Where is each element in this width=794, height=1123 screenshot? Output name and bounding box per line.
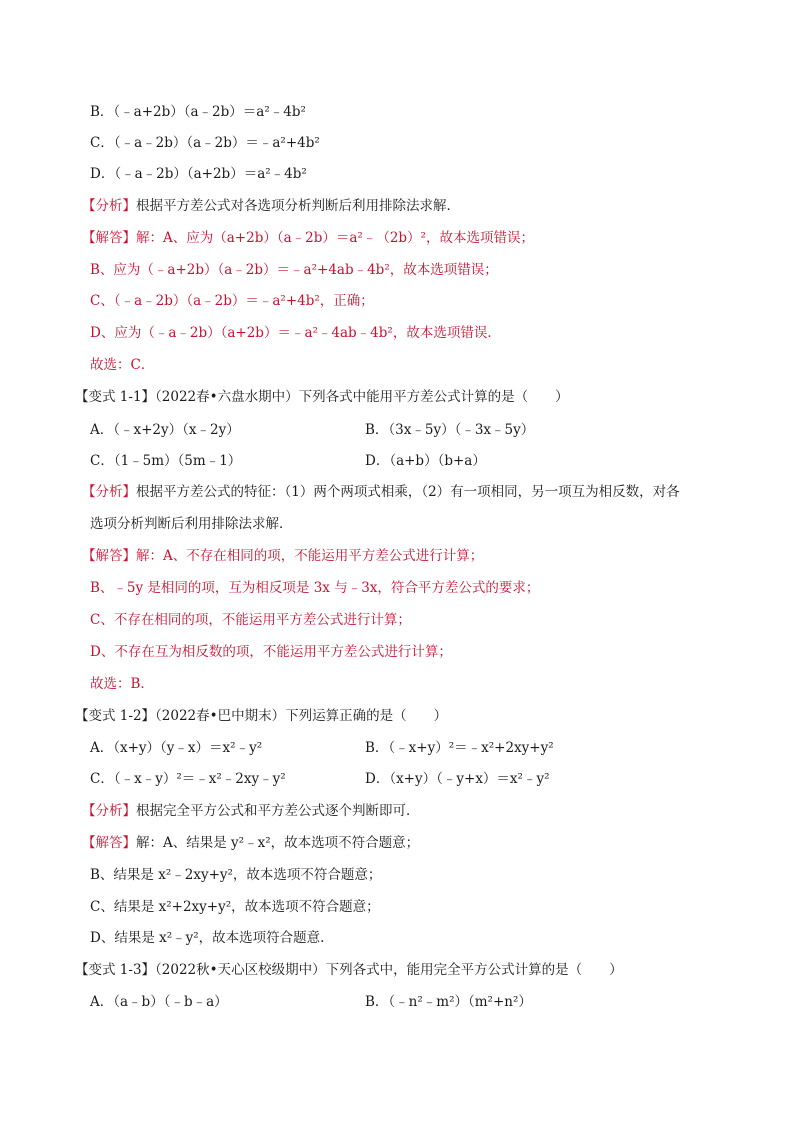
solution-text: 解：A、应为（a+2b）（a﹣2b）＝a²﹣（2b）²，故本选项错误；: [136, 230, 534, 246]
answer-line: 故选：B．: [90, 676, 154, 692]
solution-text: 解：A、不存在相同的项，不能运用平方差公式进行计算；: [136, 548, 484, 564]
option-d-line: D．（﹣a﹣2b）（a+2b）＝a²﹣4b²: [90, 166, 307, 182]
analysis-continued: 选项分析判断后利用排除法求解．: [90, 516, 293, 532]
solution-line: [82, 228, 534, 248]
option-a: A．（x+y）（y﹣x）＝x²﹣y²: [90, 740, 263, 756]
variant-tag: 【变式 1-3】: [75, 962, 156, 978]
solution-tag: 【解答】: [82, 835, 136, 851]
solution-step-c: C、结果是 x²+2xy+y²，故本选项不符合题意；: [90, 899, 380, 915]
solution-step-c: C、（﹣a﹣2b）（a﹣2b）＝﹣a²+4b²，正确；: [90, 293, 374, 309]
option-c: C．（1﹣5m）（5m﹣1）: [90, 453, 242, 469]
variant-question: （2022春•巴中期末）下列运算正确的是（ ）: [155, 708, 448, 724]
option-b-line: B．（﹣a+2b）（a﹣2b）＝a²﹣4b²: [90, 104, 306, 120]
analysis-tag: 【分析】: [82, 198, 136, 214]
analysis-text: 根据平方差公式对各选项分析判断后利用排除法求解．: [136, 198, 460, 214]
solution-step-c: C、不存在相同的项，不能运用平方差公式进行计算；: [90, 612, 411, 628]
solution-step-d: D、应为（﹣a﹣2b）（a+2b）＝﹣a²﹣4ab﹣4b²，故本选项错误．: [90, 325, 501, 341]
solution-step-d: D、不存在互为相反数的项，不能运用平方差公式进行计算；: [90, 644, 452, 660]
variant-1-3-heading: [75, 960, 623, 980]
variant-tag: 【变式 1-1】: [75, 389, 156, 405]
analysis-line: [82, 196, 460, 216]
variant-question: （2022秋•天心区校级期中）下列各式中，能用完全平方公式计算的是（ ）: [155, 962, 623, 978]
analysis-tag: 【分析】: [82, 484, 136, 500]
analysis-text: 根据完全平方公式和平方差公式逐个判断即可．: [136, 803, 420, 819]
variant-1-1-heading: [75, 387, 569, 407]
answer-line: 故选：C．: [90, 357, 155, 373]
variant-1-2-heading: [75, 706, 447, 726]
solution-step-d: D、结果是 x²﹣y²，故本选项符合题意.: [90, 930, 325, 946]
solution-step-b: B、结果是 x²﹣2xy+y²，故本选项不符合题意；: [90, 867, 382, 883]
option-d: D．（x+y）（﹣y+x）＝x²﹣y²: [365, 771, 550, 787]
analysis-line: [82, 482, 680, 502]
solution-step-b: B、应为（﹣a+2b）（a﹣2b）＝﹣a²+4ab﹣4b²，故本选项错误；: [90, 262, 498, 278]
analysis-line: [82, 801, 420, 821]
solution-line: [82, 546, 483, 566]
analysis-text: 根据平方差公式的特征：（1）两个两项式相乘，（2）有一项相同，另一项互为相反数，对各: [136, 484, 680, 500]
solution-step-b: B、﹣5y 是相同的项，互为相反项是 3x 与﹣3x，符合平方差公式的要求；: [90, 580, 540, 596]
solution-tag: 【解答】: [82, 548, 136, 564]
option-d: D．（a+b）（b+a）: [365, 453, 486, 469]
variant-question: （2022春•六盘水期中）下列各式中能用平方差公式计算的是（ ）: [155, 389, 569, 405]
option-a: A．（﹣x+2y）（x﹣2y）: [90, 422, 240, 438]
variant-tag: 【变式 1-2】: [75, 708, 156, 724]
option-a: A．（a﹣b）（﹣b﹣a）: [90, 994, 228, 1010]
solution-text: 解：A、结果是 y²﹣x²，故本选项不符合题意；: [136, 835, 420, 851]
option-c: C．（﹣x﹣y）²＝﹣x²﹣2xy﹣y²: [90, 771, 286, 787]
option-b: B．（3x﹣5y）（﹣3x﹣5y）: [365, 422, 535, 438]
analysis-tag: 【分析】: [82, 803, 136, 819]
option-b: B．（﹣n²﹣m²）（m²+n²）: [365, 994, 532, 1010]
solution-tag: 【解答】: [82, 230, 136, 246]
option-c-line: C．（﹣a﹣2b）（a﹣2b）＝﹣a²+4b²: [90, 135, 320, 151]
option-b: B．（﹣x+y）²＝﹣x²+2xy+y²: [365, 740, 554, 756]
solution-line: [82, 833, 419, 853]
